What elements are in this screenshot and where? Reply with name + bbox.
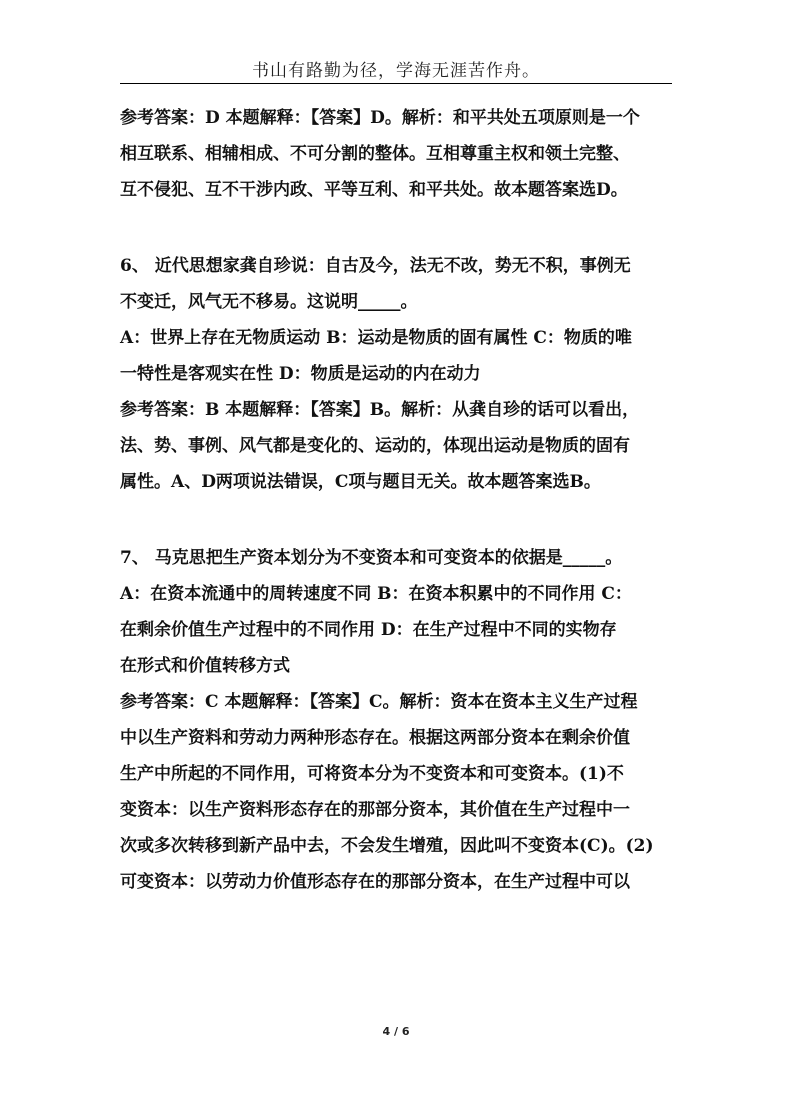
question-stem-line: 6、 近代思想家龚自珍说：自古及今，法无不改，势无不积，事例无: [120, 256, 631, 276]
answer-line: 互不侵犯、互不干涉内政、平等互利、和平共处。故本题答案选D。: [120, 180, 628, 200]
question-option-line: 一特性是客观实在性 D：物质是运动的内在动力: [120, 364, 481, 384]
spacer: [120, 208, 676, 248]
answer-line: 相互联系、相辅相成、不可分割的整体。互相尊重主权和领土完整、: [120, 144, 630, 164]
answer-line: 变资本：以生产资料形态存在的那部分资本，其价值在生产过程中一: [120, 800, 630, 820]
answer-line: 参考答案：C 本题解释：【答案】C。解析：资本在资本主义生产过程: [120, 692, 638, 712]
spacer: [120, 500, 676, 540]
answer-line: 法、势、事例、风气都是变化的、运动的，体现出运动是物质的固有: [120, 436, 630, 456]
answer-line: 参考答案：B 本题解释：【答案】B。解析：从龚自珍的话可以看出，: [120, 400, 640, 420]
answer-line: 参考答案：D 本题解释：【答案】D。解析：和平共处五项原则是一个: [120, 108, 640, 128]
page-number: 4 / 6: [382, 1025, 410, 1038]
answer-line: 中以生产资料和劳动力两种形态存在。根据这两部分资本在剩余价值: [120, 728, 630, 748]
question-6: [120, 248, 676, 500]
question-option-line: 在形式和价值转移方式: [120, 656, 290, 676]
page-header-motto: 书山有路勤为径，学海无涯苦作舟。: [252, 61, 540, 81]
answer-line: 生产中所起的不同作用，可将资本分为不变资本和可变资本。(1)不: [120, 764, 624, 784]
question-option-line: A：世界上存在无物质运动 B：运动是物质的固有属性 C：物质的唯: [120, 328, 632, 348]
question-option-line: A：在资本流通中的周转速度不同 B：在资本积累中的不同作用 C：: [120, 584, 632, 604]
page-content: [120, 100, 676, 900]
answer-line: 次或多次转移到新产品中去，不会发生增殖，因此叫不变资本(C)。(2): [120, 836, 654, 856]
answer-line: 可变资本：以劳动力价值形态存在的那部分资本，在生产过程中可以: [120, 872, 630, 892]
previous-question-answer: [120, 100, 676, 208]
question-option-line: 在剩余价值生产过程中的不同作用 D：在生产过程中不同的实物存: [120, 620, 617, 640]
question-7: [120, 540, 676, 900]
question-stem-line: 不变迁，风气无不移易。这说明_____。: [120, 292, 418, 312]
answer-line: 属性。A、D两项说法错误，C项与题目无关。故本题答案选B。: [120, 472, 601, 492]
header-divider: [120, 83, 672, 84]
question-stem-line: 7、 马克思把生产资本划分为不变资本和可变资本的依据是_____。: [120, 548, 623, 568]
